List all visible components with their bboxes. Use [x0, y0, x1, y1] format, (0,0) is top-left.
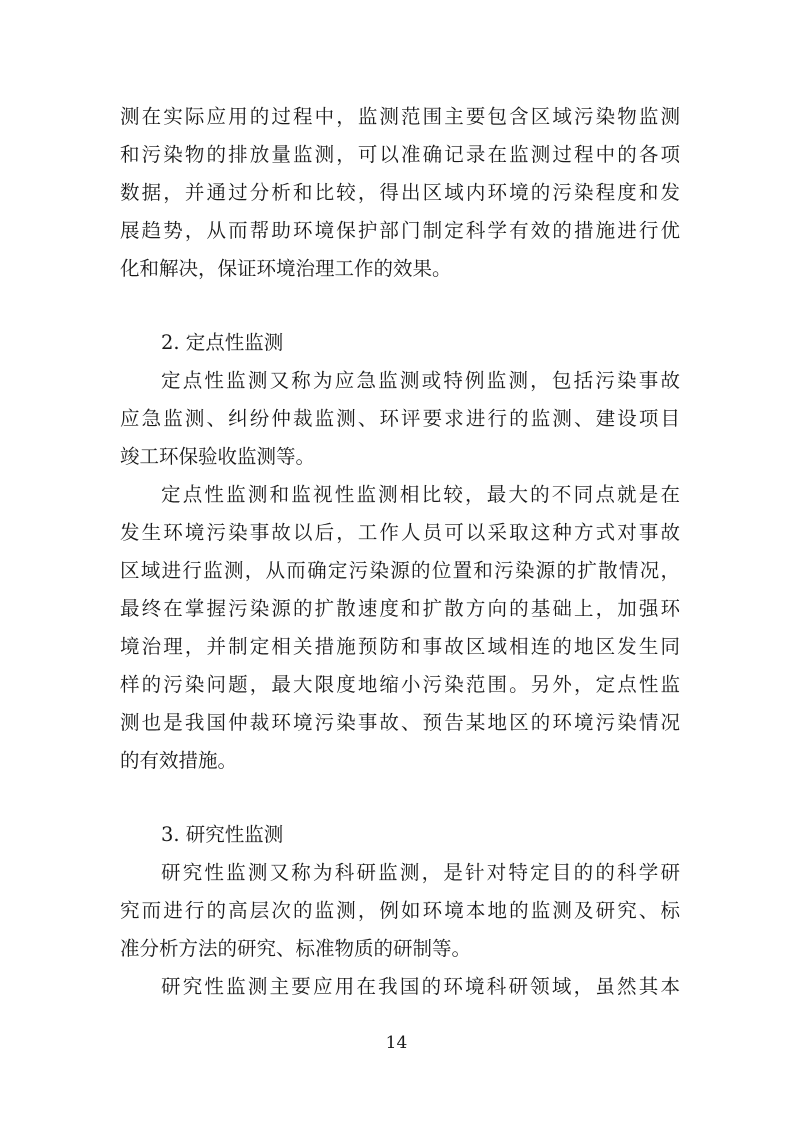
page-number: 14 [385, 1033, 408, 1053]
paragraph-line: 展趋势，从而帮助环境保护部门制定科学有效的措施进行优 [120, 219, 680, 242]
paragraph-line: 竣工环保验收监测等。 [120, 445, 316, 468]
paragraph-line: 发生环境污染事故以后，工作人员可以采取这种方式对事故 [120, 521, 680, 544]
section-heading: 2. 定点性监测 [161, 331, 284, 354]
paragraph-line: 应急监测、纠纷仲裁监测、环评要求进行的监测、建设项目 [120, 407, 680, 430]
paragraph-line: 样的污染问题，最大限度地缩小污染范围。另外，定点性监 [120, 673, 680, 696]
paragraph-line: 的有效措施。 [120, 749, 238, 772]
paragraph-line: 数据，并通过分析和比较，得出区域内环境的污染程度和发 [120, 181, 680, 204]
paragraph-line: 区域进行监测，从而确定污染源的位置和污染源的扩散情况， [120, 559, 680, 582]
paragraph-line: 最终在掌握污染源的扩散速度和扩散方向的基础上，加强环 [120, 597, 680, 620]
paragraph-line: 和污染物的排放量监测，可以准确记录在监测过程中的各项 [120, 143, 680, 166]
paragraph-line: 测在实际应用的过程中，监测范围主要包含区域污染物监测 [120, 105, 680, 128]
paragraph-line: 定点性监测和监视性监测相比较，最大的不同点就是在 [161, 483, 680, 506]
paragraph-line: 境治理，并制定相关措施预防和事故区域相连的地区发生同 [120, 635, 680, 658]
paragraph-line: 测也是我国仲裁环境污染事故、预告某地区的环境污染情况 [120, 711, 680, 734]
paragraph-line: 定点性监测又称为应急监测或特例监测，包括污染事故 [161, 369, 680, 392]
paragraph-line: 研究性监测又称为科研监测，是针对特定目的的科学研 [161, 861, 680, 884]
paragraph-line: 究而进行的高层次的监测，例如环境本地的监测及研究、标 [120, 899, 680, 922]
section-heading: 3. 研究性监测 [161, 823, 284, 846]
paragraph-line: 研究性监测主要应用在我国的环境科研领域，虽然其本 [161, 975, 680, 998]
paragraph-line: 准分析方法的研究、标准物质的研制等。 [120, 937, 472, 960]
paragraph-line: 化和解决，保证环境治理工作的效果。 [120, 257, 452, 280]
